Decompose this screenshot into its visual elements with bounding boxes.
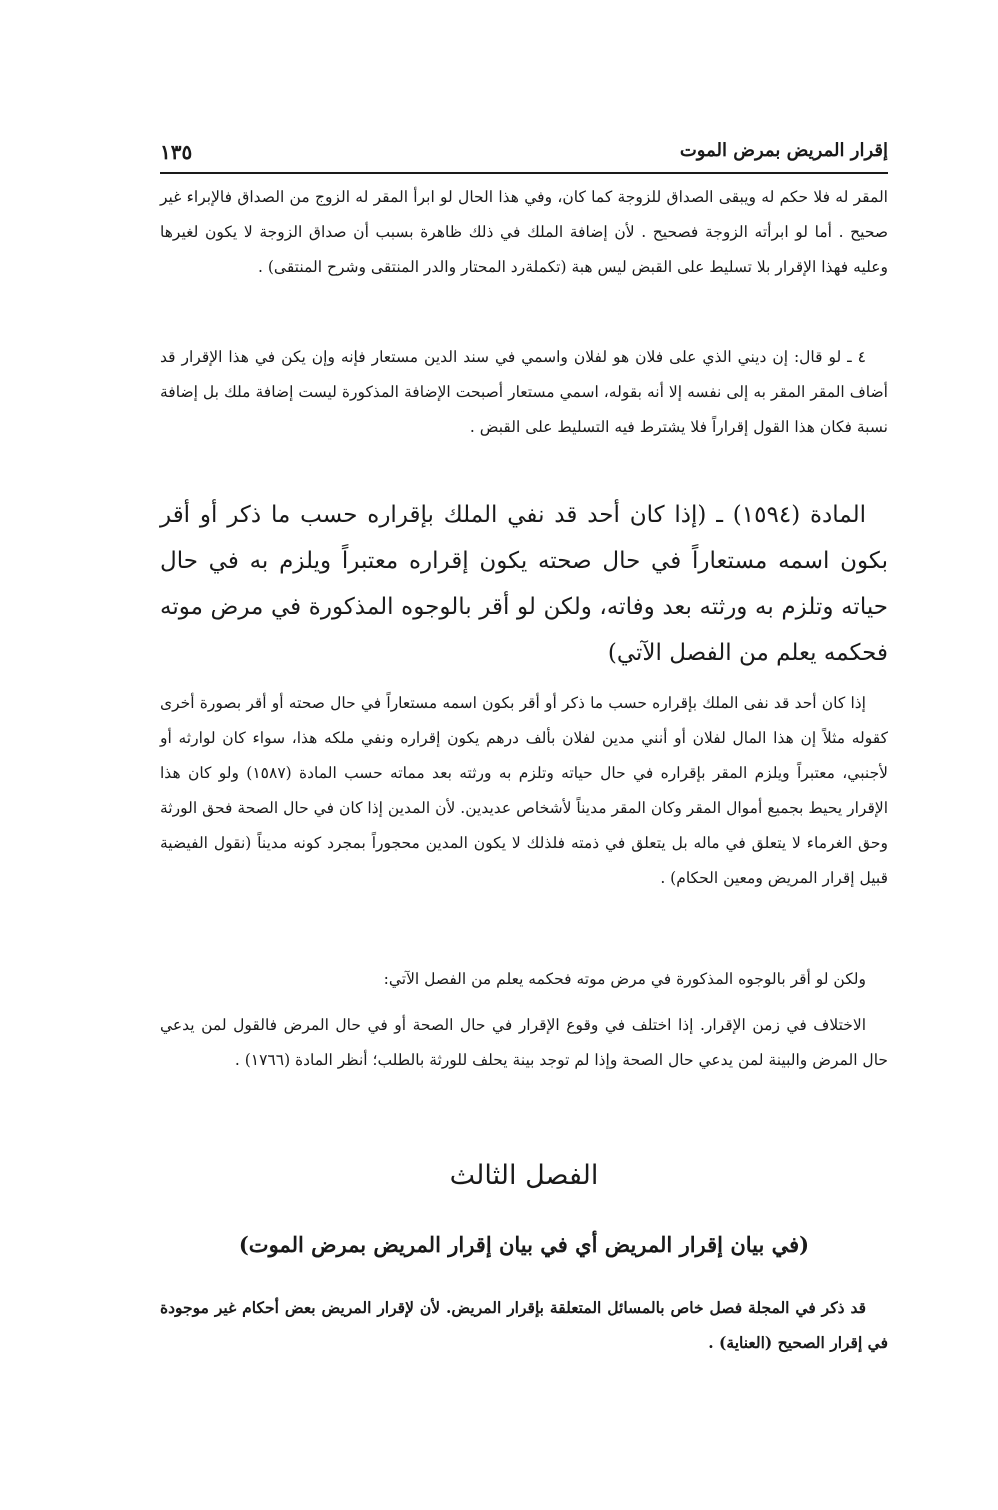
chapter-subtitle: (في بيان إقرار المريض أي في بيان إقرار المريض بمرض الموت) [238, 1232, 810, 1257]
page-number: ١٣٥ [160, 140, 193, 164]
chapter-title: الفصل الثالث [449, 1160, 599, 1191]
paragraph-5: الاختلاف في زمن الإقرار. إذا اختلف في وقوع الإقرار في حال الصحة أو في حال المرض فالقول لمن يدعي حال المرض والبينة لمن يدعي حال الصحة وإذا لم توجد بينة يحلف للورثة بالطلب؛ أنظر المادة (١٧٦٦) . [160, 1016, 888, 1069]
article-1594: المادة (١٥٩٤) ـ (إذا كان أحد قد نفي الملك بإقراره حسب ما ذكر أو أقر بكون اسمه مستعاراً في حال صحته يكون إقراره معتبراً ويلزم به في حال حياته وتلزم به ورثته بعد وفاته، ولكن لو أقر بالوجوه المذكورة في مرض موته فحكمه يعلم من الفصل الآتي) [160, 502, 888, 666]
paragraph-3: إذا كان أحد قد نفى الملك بإقراره حسب ما ذكر أو أقر بكون اسمه مستعاراً في حال صحته أو أقر بصورة أخرى كقوله مثلاً إن هذا المال لفلان أو أنني مدين لفلان بألف درهم يكون إقراره ونفي ملكه هذا، سواء كان لوارثه أو لأجنبي، معتبراً ويلزم المقر بإقراره في حال حياته وتلزم به ورثته بعد مماته حسب المادة (١٥٨٧) ولو كان هذا الإقرار يحيط بجميع أموال المقر وكان المقر مديناً لأشخاص عديدين. لأن المدين إذا كان في حال الصحة فحق الورثة وحق الغرماء لا يتعلق في ماله بل يتعلق في ذمته فلذلك لا يكون المدين محجوراً بمجرد كونه مديناً (نقول الفيضية قبيل إقرار المريض ومعين الحكام) . [160, 694, 889, 887]
paragraph-2: ٤ ـ لو قال: إن ديني الذي على فلان هو لفلان واسمي في سند الدين مستعار فإنه وإن يكن في هذا الإقرار قد أضاف المقر المقر به إلى نفسه إلا أنه بقوله، اسمي مستعار أصبحت الإضافة المذكورة ليست إضافة ملك بل إضافة نسبة فكان هذا القول إقراراً فلا يشترط فيه التسليط على القبض . [160, 348, 888, 436]
page-header [160, 138, 888, 174]
running-title: إقرار المريض بمرض الموت [679, 140, 888, 161]
paragraph-4: ولكن لو أقر بالوجوه المذكورة في مرض موته فحكمه يعلم من الفصل الآتي: [383, 970, 866, 988]
chapter-intro: قد ذكر في المجلة فصل خاص بالمسائل المتعلقة بإقرار المريض. لأن لإقرار المريض بعض أحكام غير موجودة في إقرار الصحيح (العناية) . [160, 1298, 888, 1352]
paragraph-1: المقر له فلا حكم له ويبقى الصداق للزوجة كما كان، وفي هذا الحال لو ابرأ المقر له الزوج من الصداق فالإبراء غير صحيح . أما لو ابرأته الزوجة فصحيح . لأن إضافة الملك في ذلك ظاهرة بسبب أن صداق الزوجة لا يكون لغيرها وعليه فهذا الإقرار بلا تسليط على القبض ليس هبة (تكملةرد المحتار والدر المنتقى وشرح المنتقى) . [160, 188, 888, 276]
